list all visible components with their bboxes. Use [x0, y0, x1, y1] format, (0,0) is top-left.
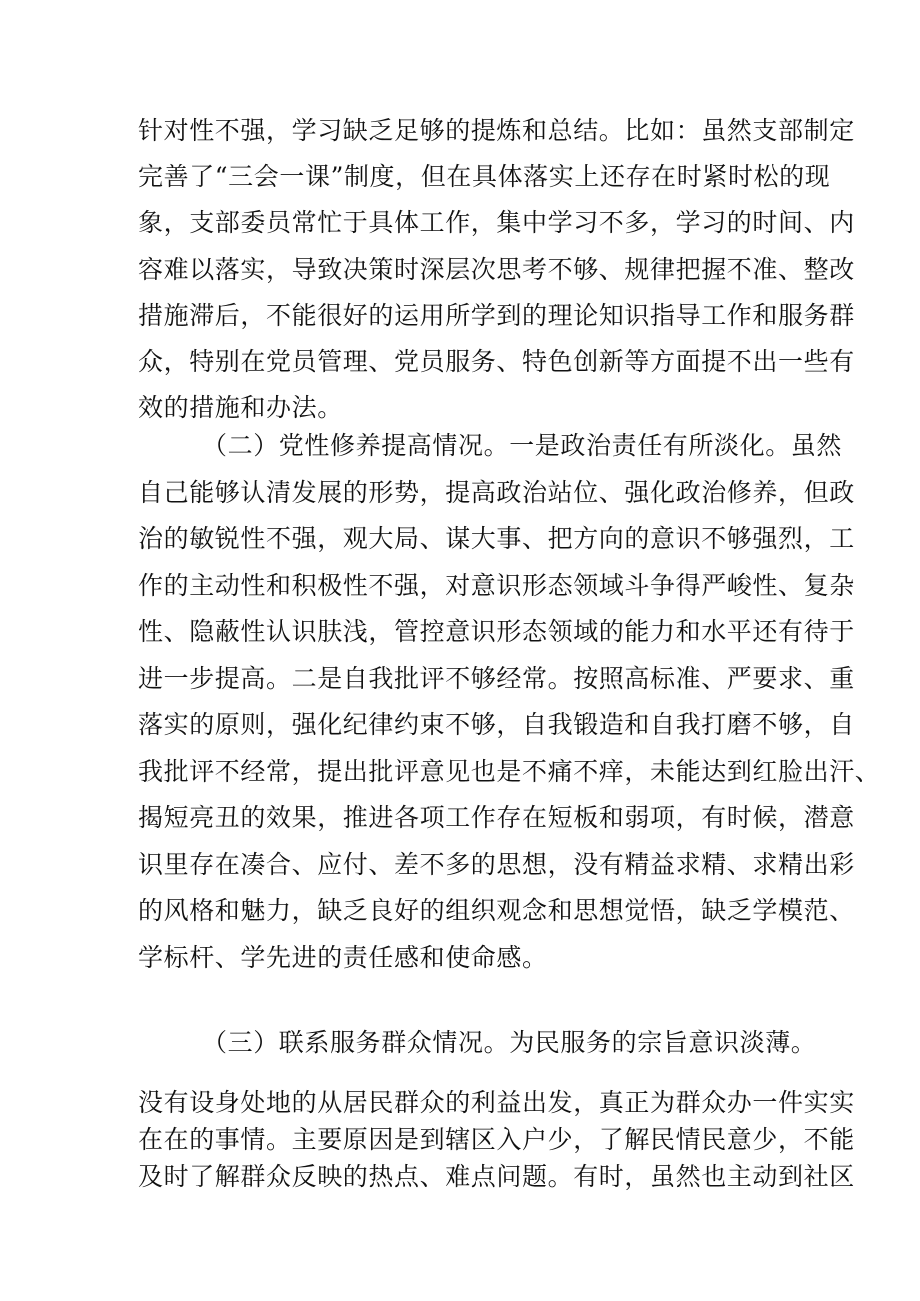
text-line: 揭短亮丑的效果，推进各项工作存在短板和弱项，有时候，潜意: [138, 803, 855, 832]
text-line: 针对性不强，学习缺乏足够的提炼和总结。比如：虽然支部制定: [138, 116, 855, 145]
text-line: 治的敏锐性不强，观大局、谋大事、把方向的意识不够强烈，工: [138, 524, 855, 553]
text-line: 自己能够认清发展的形势，提高政治站位、强化政治修养，但政: [138, 477, 855, 507]
text-line: 学标杆、学先进的责任感和使命感。: [138, 942, 548, 972]
text-line: 进一步提高。二是自我批评不够经常。按照高标准、严要求、重: [138, 663, 855, 693]
text-line: 容难以落实，导致决策时深层次思考不够、规律把握不准、整改: [138, 254, 855, 284]
text-line: 效的措施和办法。: [138, 393, 343, 423]
text-line: 完善了“三会一课”制度，但在具体落实上还存在时紧时松的现: [138, 162, 831, 192]
text-line: 我批评不经常，提出批评意见也是不痛不痒，未能达到红脸出汗、: [138, 756, 881, 786]
paragraph-service-body: [138, 1084, 855, 1195]
paragraph-study: [138, 108, 855, 431]
text-line: 识里存在凑合、应付、差不多的思想，没有精益求精、求精出彩: [138, 849, 855, 879]
text-line: 的风格和魅力，缺乏良好的组织观念和思想觉悟，缺乏学模范、: [138, 896, 855, 925]
text-line: 落实的原则，强化纪律约束不够，自我锻造和自我打磨不够，自: [138, 710, 855, 739]
text-line: 众，特别在党员管理、党员服务、特色创新等方面提不出一些有: [138, 347, 855, 377]
text-line: 象，支部委员常忙于具体工作，集中学习不多，学习的时间、内: [138, 208, 855, 238]
paragraph-service-heading: [138, 1020, 817, 1066]
text-line: 及时了解群众反映的热点、难点问题。有时，虽然也主动到社区: [138, 1162, 855, 1191]
text-line: 作的主动性和积极性不强，对意识形态领域斗争得严峻性、复杂: [138, 570, 855, 600]
paragraph-party-spirit: [138, 423, 881, 981]
text-line: 措施滞后，不能很好的运用所学到的理论知识指导工作和服务群: [138, 300, 855, 330]
text-line: 性、隐蔽性认识肤浅，管控意识形态领域的能力和水平还有待于: [138, 617, 855, 646]
section-heading-line: （三）联系服务群众情况。为民服务的宗旨意识淡薄。: [202, 1028, 817, 1057]
text-line: 没有设身处地的从居民群众的利益出发，真正为群众办一件实实: [138, 1088, 855, 1117]
section-heading-line: （二）党性修养提高情况。一是政治责任有所淡化。虽然: [202, 431, 843, 460]
text-line: 在在的事情。主要原因是到辖区入户少，了解民情民意少，不能: [138, 1125, 855, 1154]
